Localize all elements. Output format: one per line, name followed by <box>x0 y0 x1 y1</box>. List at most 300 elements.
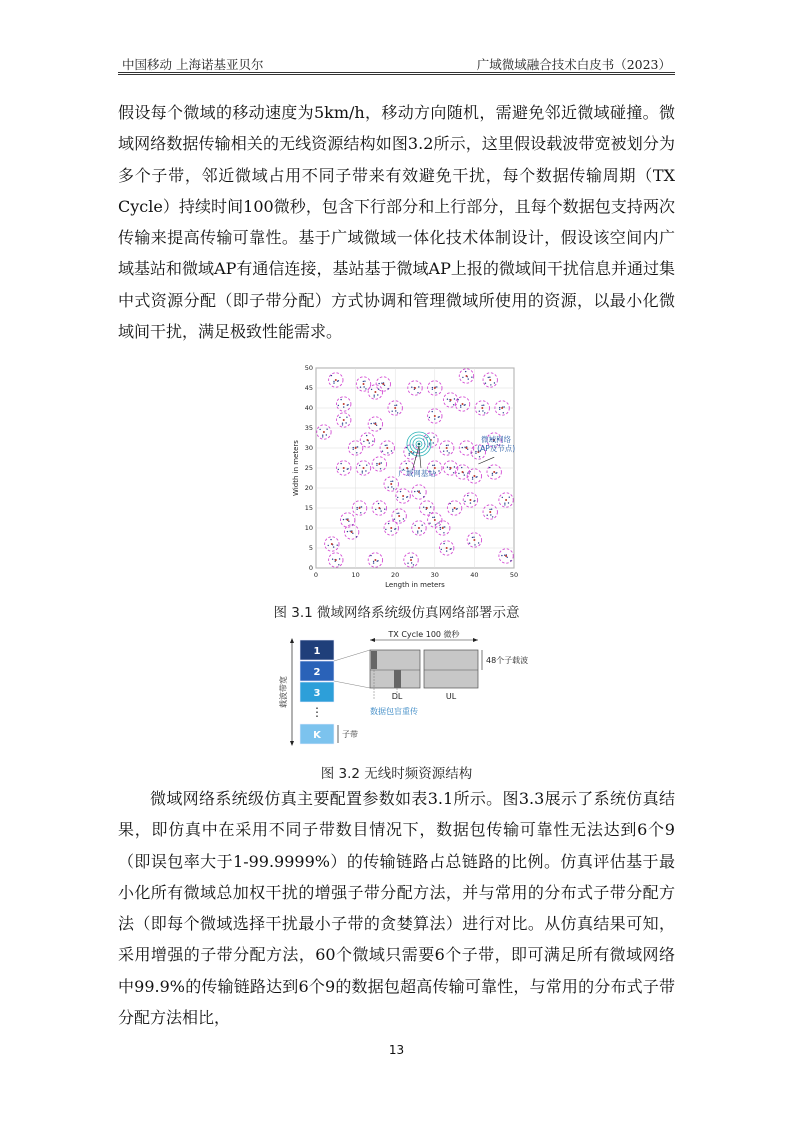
figure2-caption: 图 3.2 无线时频资源结构 <box>320 766 473 782</box>
microcell-ap <box>378 463 380 465</box>
microcell-node <box>376 425 377 426</box>
microcell-node <box>467 449 468 450</box>
microcell-ap <box>489 379 491 381</box>
microcell-node <box>378 389 379 390</box>
microcell-node <box>452 509 453 510</box>
microcell-node <box>429 523 430 524</box>
microcell-node <box>447 399 448 400</box>
microcell-node <box>391 530 392 531</box>
microcell-node <box>421 530 422 531</box>
tx-cycle-label: TX Cycle 100 微秒 <box>388 630 460 639</box>
x-tick-label: 10 <box>351 571 360 579</box>
ul-label: UL <box>445 692 457 701</box>
microcell-node <box>377 561 378 562</box>
microcell-ap <box>390 527 392 529</box>
microcell-node <box>443 532 444 533</box>
microcell-node <box>356 507 357 508</box>
microcell-node <box>322 436 323 437</box>
microcell-node <box>362 471 363 472</box>
microcell-ap <box>343 403 345 405</box>
microcell-node <box>501 555 502 556</box>
microcell-node <box>394 529 395 530</box>
microcell-node <box>366 465 367 466</box>
microcell-ap <box>473 475 475 477</box>
microcell-node <box>461 467 462 468</box>
microcell-node <box>435 524 436 525</box>
microcell-node <box>361 506 362 507</box>
microcell-node <box>340 399 341 400</box>
microcell-node <box>458 473 459 474</box>
microcell-ap <box>481 407 483 409</box>
microcell-node <box>488 377 489 378</box>
microcell-node <box>482 410 483 411</box>
microcell-ap <box>355 447 357 449</box>
annotation-microcell: 微域网络 <box>481 435 512 444</box>
microcell-node <box>432 517 433 518</box>
microcell-node <box>507 557 508 558</box>
microcell-node <box>426 437 427 438</box>
microcell-node <box>339 417 340 418</box>
microcell-node <box>429 444 430 445</box>
microcell-node <box>492 516 493 517</box>
microcell-node <box>504 504 505 505</box>
zoom-line-bottom <box>334 681 370 688</box>
microcell-node <box>333 381 334 382</box>
microcell-node <box>414 491 415 492</box>
microcell-ap <box>442 527 444 529</box>
microcell-node <box>473 537 474 538</box>
microcell-node <box>443 451 444 452</box>
microcell-node <box>347 469 348 470</box>
microcell-node <box>375 509 376 510</box>
y-tick-label: 40 <box>304 404 313 413</box>
microcell-node <box>467 495 468 496</box>
microcell-node <box>504 503 505 504</box>
base-station-point <box>418 443 421 446</box>
microcell-node <box>340 463 341 464</box>
subband-ellipsis: ⋮ <box>311 705 323 719</box>
y-tick-label: 30 <box>304 444 313 453</box>
microcell-node <box>434 517 435 518</box>
microcell-node <box>396 405 397 406</box>
header-left: 中国移动 上海诺基亚贝尔 <box>122 57 264 72</box>
microcell-ap <box>454 507 456 509</box>
paragraph-1: 假设每个微域的移动速度为5km/h，移动方向随机，需避免邻近微域碰撞。微域网络数据传输相关的无线资源结构如图3.2所示，这里假设载波带宽被划分为多个子带，邻近微域占用不同子带来有效避免干扰，每个数据传输周期（TX Cycle）持续时间100微秒，包含下行部分和上行部分，且每个数据包支持两次传输来提高传输可靠性。基于广域微域一体化技术体制设计，假设该空间内广域基站和微域AP有通信连接，基站基于微域AP上报的微域间干扰信息并通过集中式资源分配（即子带分配）方式协调和管理微域所使用的资源，以最小化微域间干扰，满足极致性能需求。 <box>118 103 675 342</box>
microcell-node <box>391 450 392 451</box>
microcell-node <box>376 463 377 464</box>
microcell-node <box>417 532 418 533</box>
microcell-node <box>490 384 491 385</box>
microcell-node <box>491 509 492 510</box>
microcell-node <box>337 545 338 546</box>
microcell-node <box>490 514 491 515</box>
microcell-ap <box>331 543 333 545</box>
microcell-node <box>423 496 424 497</box>
microcell-node <box>430 506 431 507</box>
x-tick-label: 50 <box>509 571 519 579</box>
microcell-node <box>432 387 433 388</box>
microcell-ap <box>335 559 337 561</box>
microcell-node <box>412 557 413 558</box>
y-tick-label: 15 <box>304 504 313 513</box>
microcell-node <box>402 498 403 499</box>
microcell-node <box>447 467 448 468</box>
annotation-base-station: 广域网基站 <box>398 469 436 478</box>
microcell-node <box>397 412 398 413</box>
microcell-node <box>429 443 430 444</box>
microcell-node <box>342 424 343 425</box>
microcell-node <box>411 562 412 563</box>
annotation-microcell: (AP及节点) <box>477 444 516 453</box>
microcell-ap <box>374 423 376 425</box>
microcell-node <box>440 527 441 528</box>
microcell-node <box>394 519 395 520</box>
microcell-node <box>503 412 504 413</box>
microcell-node <box>473 501 474 502</box>
microcell-node <box>453 472 454 473</box>
microcell-ap <box>359 507 361 509</box>
microcell-node <box>429 512 430 513</box>
microcell-node <box>360 387 361 388</box>
microcell-node <box>503 406 504 407</box>
microcell-node <box>468 378 469 379</box>
microcell-node <box>347 531 348 532</box>
microcell-node <box>397 497 398 498</box>
subband-label: 2 <box>313 667 321 678</box>
microcell-node <box>339 558 340 559</box>
microcell-node <box>333 546 334 547</box>
microcell-ap <box>462 471 464 473</box>
microcell-node <box>454 466 455 467</box>
microcell-node <box>411 387 412 388</box>
microcell-node <box>443 543 444 544</box>
x-tick-label: 40 <box>470 571 479 579</box>
microcell-ap <box>505 499 507 501</box>
microcell-node <box>348 521 349 522</box>
y-tick-label: 10 <box>304 524 313 533</box>
microcell-node <box>462 377 463 378</box>
microcell-node <box>326 429 327 430</box>
microcell-node <box>472 478 473 479</box>
microcell-node <box>369 442 370 443</box>
microcell-node <box>472 537 473 538</box>
microcell-ap <box>434 387 436 389</box>
microcell-node <box>495 473 496 474</box>
microcell-node <box>452 510 453 511</box>
microcell-node <box>432 465 433 466</box>
microcell-ap <box>414 387 416 389</box>
microcell-ap <box>505 555 507 557</box>
microcell-ap <box>366 439 368 441</box>
paragraph-2: 微域网络系统级仿真主要配置参数如表3.1所示。图3.3展示了系统仿真结果，即仿真中在采用不同子带数目情况下，数据包传输可靠性无法达到6个9（即误包率大于1-99.9999%）的传输链路占总链路的比例。仿真评估基于最小化所有微域总加权干扰的增强子带分配方法，并与常用的分布式子带分配方法（即每个微域选择干扰最小子带的贪婪算法）进行对比。从仿真结果可知，采用增强的子带分配方法，60个微域只需要6个子带，即可满足所有微域网络中99.9%的传输链路达到6个9的数据包超高传输可靠性，与常用的分布式子带分配方法相比， <box>118 789 675 1028</box>
microcell-node <box>444 526 445 527</box>
y-tick-label: 50 <box>304 364 313 373</box>
microcell-ap <box>493 471 495 473</box>
microcell-node <box>438 470 439 471</box>
microcell-node <box>489 377 490 378</box>
microcell-node <box>322 435 323 436</box>
microcell-node <box>464 501 465 502</box>
microcell-node <box>392 411 393 412</box>
microcell-ap <box>426 507 428 509</box>
microcell-node <box>467 473 468 474</box>
microcell-ap <box>446 547 448 549</box>
microcell-node <box>346 417 347 418</box>
page-number: 13 <box>388 1043 405 1057</box>
microcell-node <box>352 533 353 534</box>
microcell-node <box>464 474 465 475</box>
microcell-ap <box>374 559 376 561</box>
microcell-node <box>460 405 461 406</box>
first-transmission-block <box>371 651 377 669</box>
microcell-node <box>374 395 375 396</box>
microcell-ap <box>390 483 392 485</box>
microcell-node <box>456 509 457 510</box>
microcell-node <box>399 520 400 521</box>
microcell-ap <box>374 391 376 393</box>
microcell-node <box>492 474 493 475</box>
microcell-node <box>470 502 471 503</box>
microcell-node <box>319 429 320 430</box>
microcell-node <box>494 382 495 383</box>
y-tick-label: 20 <box>304 484 313 493</box>
microcell-node <box>476 477 477 478</box>
y-tick-label: 45 <box>304 384 313 393</box>
subband-label: 1 <box>313 646 321 657</box>
microcell-ap <box>382 383 384 385</box>
microcell-node <box>342 423 343 424</box>
microcell-node <box>417 531 418 532</box>
tx-cycle-arrow-left <box>370 638 375 642</box>
microcell-node <box>446 445 447 446</box>
microcell-node <box>376 465 377 466</box>
microcell-node <box>433 442 434 443</box>
microcell-node <box>343 519 344 520</box>
microcell-node <box>395 410 396 411</box>
microcell-node <box>384 385 385 386</box>
microcell-node <box>380 428 381 429</box>
microcell-ap <box>347 519 349 521</box>
microcell-node <box>363 386 364 387</box>
microcell-node <box>394 405 395 406</box>
y-tick-label: 25 <box>304 464 313 473</box>
microcell-node <box>478 542 479 543</box>
microcell-ap <box>434 415 436 417</box>
microcell-node <box>406 463 407 464</box>
microcell-node <box>462 447 463 448</box>
subband-text: 子带 <box>342 730 358 739</box>
microcell-node <box>363 381 364 382</box>
microcell-ap <box>410 559 412 561</box>
microcell-ap <box>351 531 353 533</box>
microcell-node <box>508 502 509 503</box>
microcell-node <box>436 386 437 387</box>
microcell-ap <box>394 407 396 409</box>
microcell-node <box>338 469 339 470</box>
microcell-node <box>409 454 410 455</box>
microcell-node <box>332 559 333 560</box>
microcell-node <box>489 509 490 510</box>
microcell-node <box>382 451 383 452</box>
microcell-ap <box>465 447 467 449</box>
microcell-ap <box>469 499 471 501</box>
microcell-node <box>434 465 435 466</box>
microcell-node <box>509 497 510 498</box>
microcell-ap <box>343 419 345 421</box>
y-axis-label: Width in meters <box>292 440 300 496</box>
figure-deployment <box>290 360 530 592</box>
retransmission-block <box>394 670 401 688</box>
microcell-node <box>328 545 329 546</box>
microcell-ap <box>402 495 404 497</box>
x-tick-label: 0 <box>313 571 319 579</box>
ul-block <box>424 650 478 688</box>
microcell-node <box>432 389 433 390</box>
microcell-node <box>392 481 393 482</box>
microcell-node <box>371 423 372 424</box>
microcell-node <box>453 404 454 405</box>
microcell-node <box>345 422 346 423</box>
microcell-node <box>414 525 415 526</box>
y-tick-label: 5 <box>308 544 313 553</box>
microcell-ap <box>450 467 452 469</box>
microcell-ap <box>465 375 467 377</box>
microcell-node <box>510 560 511 561</box>
x-tick-label: 20 <box>391 571 400 579</box>
microcell-node <box>330 539 331 540</box>
microcell-ap <box>386 447 388 449</box>
microcell-node <box>492 473 493 474</box>
microcell-node <box>384 509 385 510</box>
microcell-ap <box>450 399 452 401</box>
microcell-node <box>338 564 339 565</box>
microcell-node <box>413 564 414 565</box>
microcell-node <box>359 465 360 466</box>
x-axis-label: Length in meters <box>385 581 445 589</box>
subcarrier-label: 48个子载波 <box>486 656 529 665</box>
microcell-node <box>465 371 466 372</box>
header-rule <box>118 72 675 75</box>
microcell-ap <box>489 511 491 513</box>
microcell-node <box>450 503 451 504</box>
microcell-node <box>438 417 439 418</box>
microcell-node <box>433 437 434 438</box>
microcell-node <box>489 467 490 468</box>
microcell-node <box>380 468 381 469</box>
microcell-node <box>343 406 344 407</box>
microcell-node <box>362 472 363 473</box>
microcell-node <box>386 445 387 446</box>
bandwidth-axis-label: 载波带宽 <box>279 676 288 708</box>
microcell-node <box>387 452 388 453</box>
microcell-node <box>432 411 433 412</box>
microcell-node <box>378 503 379 504</box>
microcell-node <box>360 512 361 513</box>
microcell-node <box>364 381 365 382</box>
microcell-node <box>429 417 430 418</box>
microcell-node <box>457 399 458 400</box>
deployment-scatter-chart <box>290 360 530 592</box>
microcell-node <box>385 529 386 530</box>
microcell-node <box>474 544 475 545</box>
microcell-node <box>464 405 465 406</box>
microcell-node <box>343 470 344 471</box>
y-tick-label: 35 <box>304 424 313 433</box>
microcell-node <box>326 434 327 435</box>
microcell-ap <box>378 507 380 509</box>
microcell-node <box>403 518 404 519</box>
microcell-node <box>438 522 439 523</box>
microcell-node <box>398 513 399 514</box>
microcell-node <box>483 405 484 406</box>
microcell-node <box>484 412 485 413</box>
microcell-node <box>396 513 397 514</box>
microcell-ap <box>418 491 420 493</box>
microcell-ap <box>501 407 503 409</box>
microcell-node <box>440 529 441 530</box>
microcell-node <box>370 555 371 556</box>
microcell-node <box>499 407 500 408</box>
microcell-node <box>409 453 410 454</box>
microcell-ap <box>398 515 400 517</box>
microcell-node <box>419 493 420 494</box>
microcell-node <box>421 525 422 526</box>
microcell-node <box>479 411 480 412</box>
microcell-node <box>446 550 447 551</box>
microcell-node <box>390 481 391 482</box>
subband-label: K <box>313 730 321 741</box>
microcell-node <box>487 515 488 516</box>
microcell-node <box>337 381 338 382</box>
microcell-node <box>400 491 401 492</box>
microcell-node <box>410 557 411 558</box>
microcell-node <box>357 446 358 447</box>
microcell-node <box>373 562 374 563</box>
microcell-node <box>356 536 357 537</box>
microcell-node <box>423 507 424 508</box>
resource-structure-diagram <box>280 628 570 753</box>
x-tick-label: 30 <box>430 571 439 579</box>
microcell-node <box>356 509 357 510</box>
microcell-ap <box>418 527 420 529</box>
microcell-node <box>356 452 357 453</box>
microcell-node <box>441 549 442 550</box>
microcell-node <box>378 383 379 384</box>
bandwidth-arrow-top <box>290 638 294 643</box>
microcell-node <box>393 488 394 489</box>
header-right: 广域微域融合技术白皮书（2023） <box>476 57 671 72</box>
microcell-node <box>363 441 364 442</box>
microcell-node <box>353 449 354 450</box>
microcell-node <box>472 477 473 478</box>
microcell-node <box>374 396 375 397</box>
subband-label: 3 <box>313 688 321 699</box>
microcell-node <box>418 386 419 387</box>
microcell-node <box>454 398 455 399</box>
figure1-caption: 图 3.1 微域网络系统级仿真网络部署示意 <box>273 605 520 621</box>
microcell-ap <box>343 467 345 469</box>
microcell-node <box>391 486 392 487</box>
microcell-ap <box>363 467 365 469</box>
microcell-node <box>481 405 482 406</box>
microcell-node <box>338 405 339 406</box>
microcell-node <box>377 394 378 395</box>
microcell-node <box>372 441 373 442</box>
microcell-node <box>331 375 332 376</box>
microcell-node <box>448 452 449 453</box>
microcell-node <box>388 523 389 524</box>
microcell-node <box>366 435 367 436</box>
